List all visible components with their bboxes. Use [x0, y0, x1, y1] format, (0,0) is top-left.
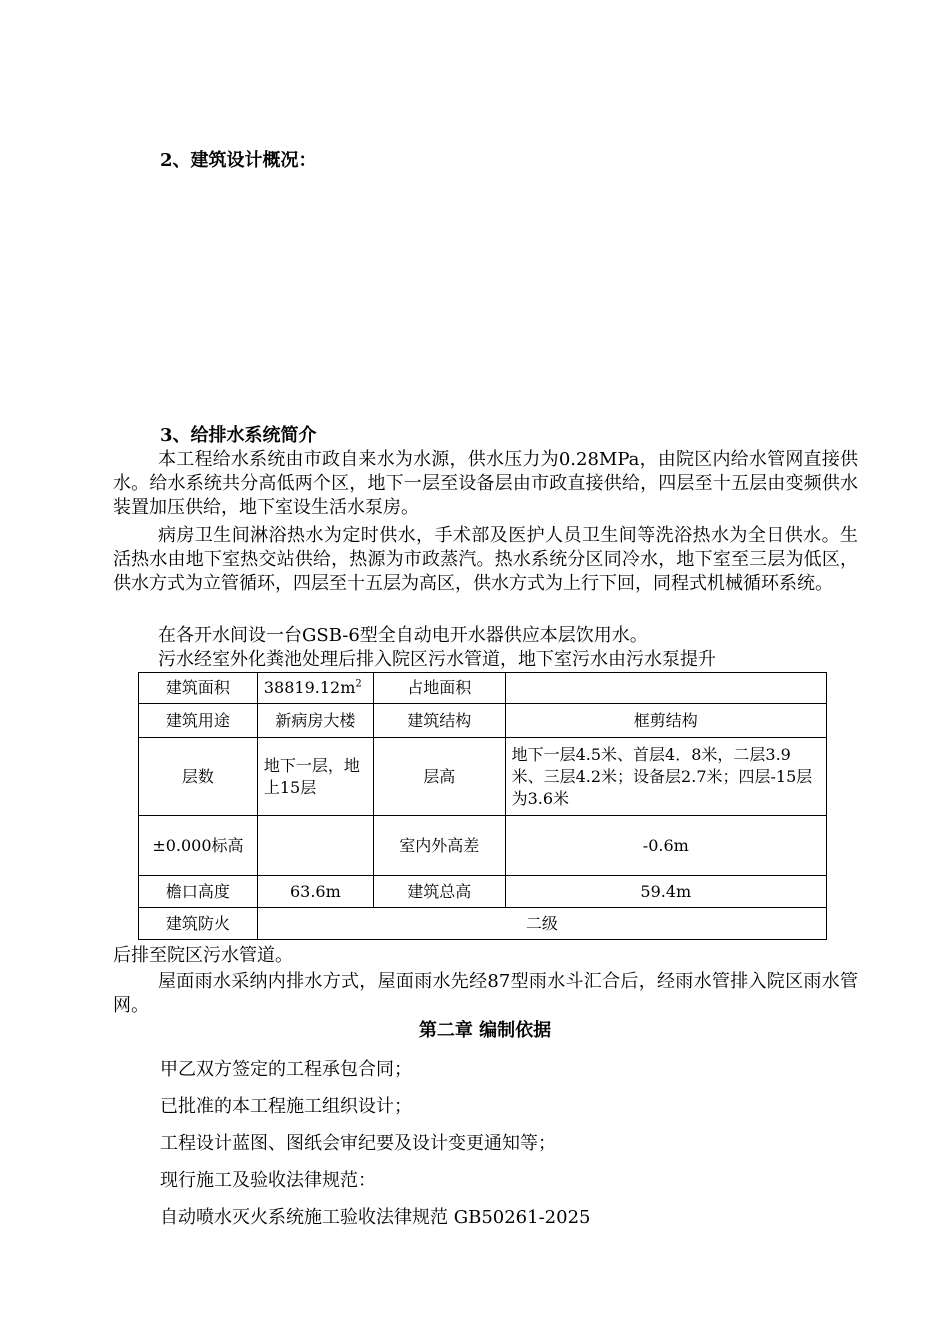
table-cell: 建筑总高 — [373, 876, 505, 908]
section-2-heading: 2、建筑设计概况： — [160, 150, 317, 171]
basis-item: 现行施工及验收法律规范： — [160, 1170, 376, 1191]
table-cell — [505, 673, 826, 704]
table-cell: 新病房大楼 — [257, 704, 373, 738]
table-cell: ±0.000标高 — [139, 816, 258, 876]
table-cell: 63.6m — [257, 876, 373, 908]
table-cell: 建筑用途 — [139, 704, 258, 738]
table-row — [139, 908, 827, 940]
basis-item: 自动喷水灭火系统施工验收法律规范 GB50261-2025 — [160, 1207, 591, 1228]
area-unit-superscript: 2 — [355, 678, 362, 690]
building-spec-table — [138, 672, 827, 940]
paragraph-water-supply: 本工程给水系统由市政自来水为水源，供水压力为0.28MPa，由院区内给水管网直接供水。给水系统共分高低两个区，地下一层至设备层由市政直接供给，四层至十五层由变频供水装置加压供给，地下室设生活水泵房。 — [113, 449, 858, 518]
area-value: 38819.12m — [263, 678, 356, 697]
table-cell: 地下一层，地上15层 — [257, 738, 373, 816]
basis-item: 工程设计蓝图、图纸会审纪要及设计变更通知等； — [160, 1133, 556, 1154]
chapter-2-title: 第二章 编制依据 — [418, 1020, 552, 1041]
table-cell: 二级 — [257, 908, 826, 940]
paragraph-sewage-end: 后排至院区污水管道。 — [113, 945, 293, 966]
table-cell: 建筑防火 — [139, 908, 258, 940]
table-cell: -0.6m — [505, 816, 826, 876]
basis-item: 已批准的本工程施工组织设计； — [160, 1096, 412, 1117]
paragraph-boiler: 在各开水间设一台GSB-6型全自动电开水器供应本层饮用水。 — [158, 625, 648, 646]
table-cell: 层高 — [373, 738, 505, 816]
table-cell — [257, 673, 373, 704]
table-row — [139, 876, 827, 908]
section-3-heading: 3、给排水系统简介 — [160, 425, 317, 446]
table-cell: 59.4m — [505, 876, 826, 908]
table-cell: 室内外高差 — [373, 816, 505, 876]
paragraph-rainwater: 屋面雨水采纳内排水方式，屋面雨水先经87型雨水斗汇合后，经雨水管排入院区雨水管网。 — [113, 971, 858, 1016]
basis-item: 甲乙双方签定的工程承包合同； — [160, 1059, 412, 1080]
table-cell: 建筑结构 — [373, 704, 505, 738]
table-cell: 地下一层4.5米、首层4．8米，二层3.9米、三层4.2米；设备层2.7米；四层-15层为3.6米 — [505, 738, 826, 816]
table-cell: 檐口高度 — [139, 876, 258, 908]
table-cell: 建筑面积 — [139, 673, 258, 704]
paragraph-sewage-start: 污水经室外化粪池处理后排入院区污水管道，地下室污水由污水泵提升 — [158, 649, 716, 670]
table-row — [139, 738, 827, 816]
table-row — [139, 816, 827, 876]
table-cell: 层数 — [139, 738, 258, 816]
table-cell: 占地面积 — [373, 673, 505, 704]
table-cell — [257, 816, 373, 876]
table-row — [139, 704, 827, 738]
paragraph-hot-water: 病房卫生间淋浴热水为定时供水，手术部及医护人员卫生间等洗浴热水为全日供水。生活热水由地下室热交站供给，热源为市政蒸汽。热水系统分区同冷水，地下室至三层为低区，供水方式为立管循环，四层至十五层为高区，供水方式为上行下回，同程式机械循环系统。 — [113, 525, 858, 594]
table-row — [139, 673, 827, 704]
table-cell: 框剪结构 — [505, 704, 826, 738]
